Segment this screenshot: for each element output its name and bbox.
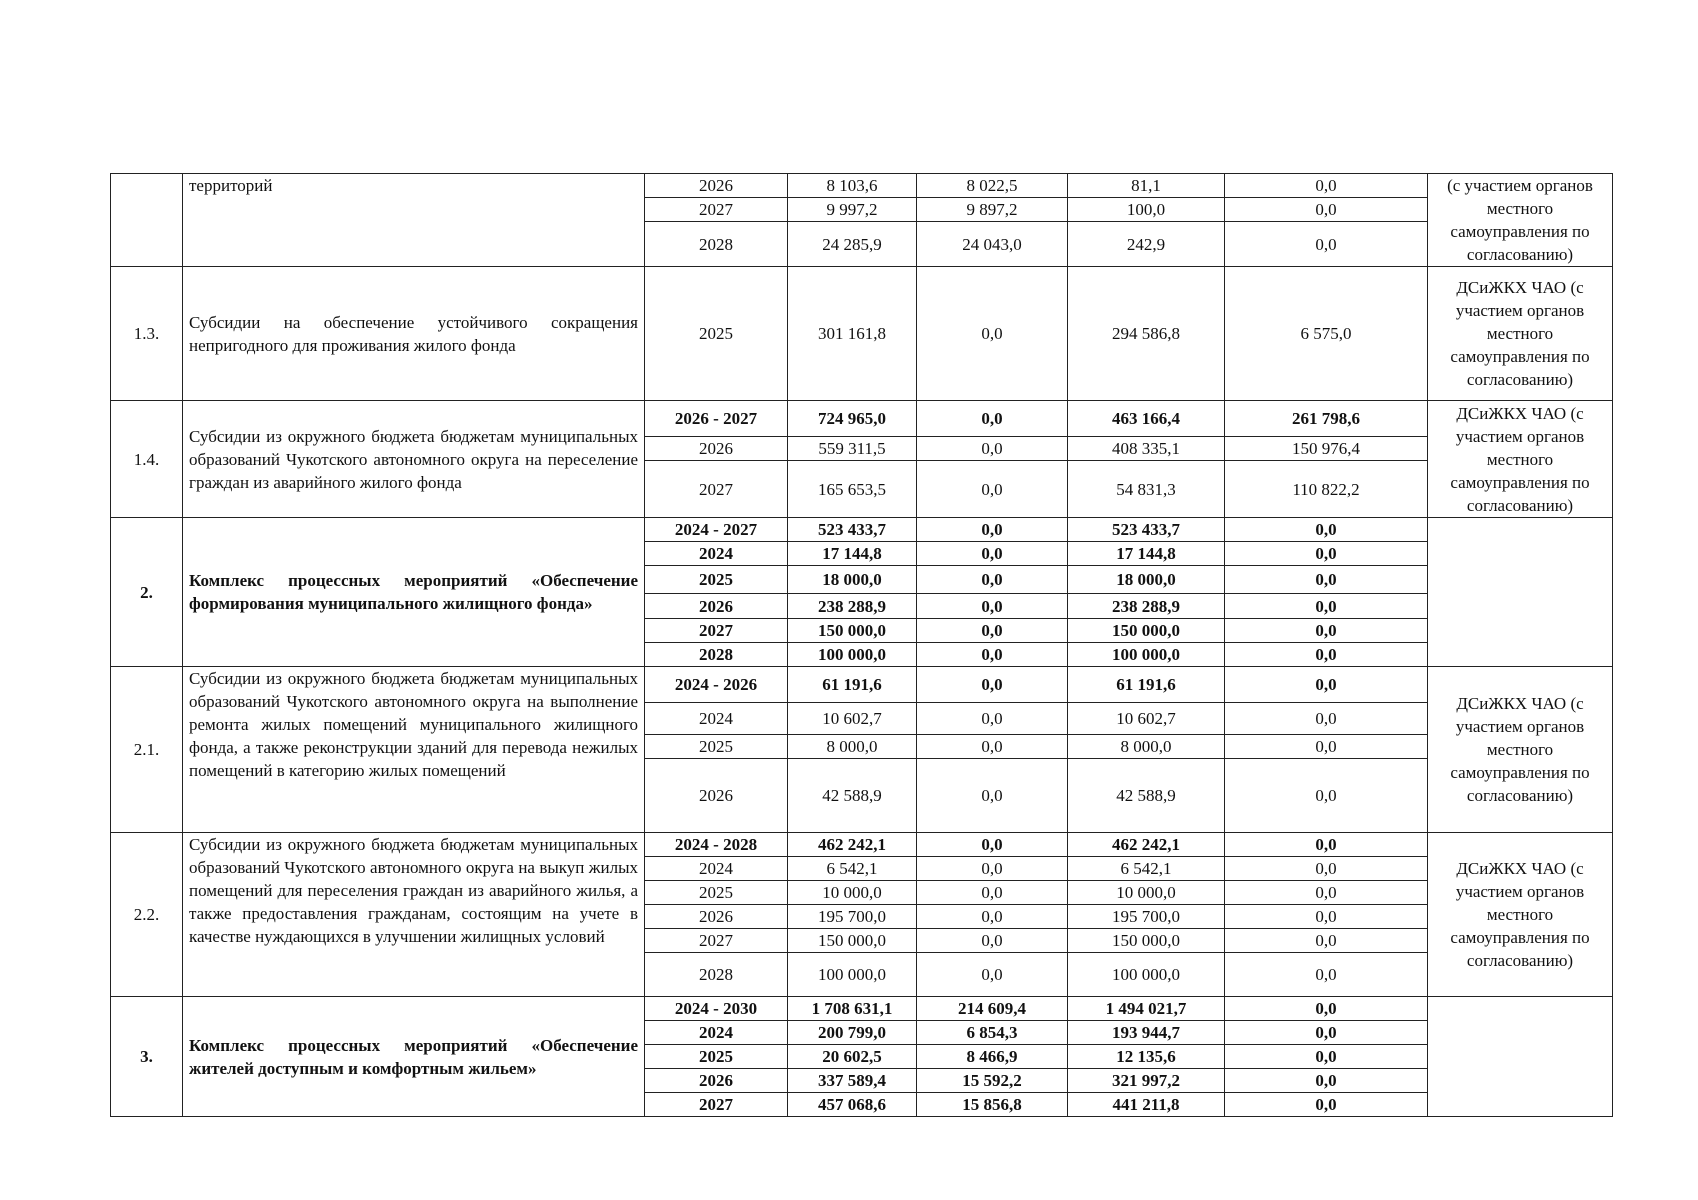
federal-budget-cell: 0,0 xyxy=(917,518,1068,542)
federal-budget-cell: 0,0 xyxy=(917,703,1068,735)
period-cell: 2027 xyxy=(645,198,788,222)
regional-budget-cell: 294 586,8 xyxy=(1068,267,1225,401)
table-row xyxy=(111,174,1613,198)
regional-budget-cell: 18 000,0 xyxy=(1068,566,1225,594)
table-row xyxy=(111,267,1613,401)
total-cell: 9 997,2 xyxy=(788,198,917,222)
total-cell: 301 161,8 xyxy=(788,267,917,401)
period-cell: 2024 - 2028 xyxy=(645,833,788,857)
period-cell: 2024 - 2027 xyxy=(645,518,788,542)
total-cell: 8 000,0 xyxy=(788,735,917,759)
total-cell: 24 285,9 xyxy=(788,222,917,267)
regional-budget-cell: 61 191,6 xyxy=(1068,667,1225,703)
period-cell: 2026 xyxy=(645,905,788,929)
local-budget-cell: 0,0 xyxy=(1225,703,1428,735)
total-cell: 462 242,1 xyxy=(788,833,917,857)
regional-budget-cell: 195 700,0 xyxy=(1068,905,1225,929)
regional-budget-cell: 10 602,7 xyxy=(1068,703,1225,735)
regional-budget-cell: 321 997,2 xyxy=(1068,1069,1225,1093)
measure-name-cell: Субсидии на обеспечение устойчивого сокращения непригодного для проживания жилого фонда xyxy=(183,267,645,401)
regional-budget-cell: 238 288,9 xyxy=(1068,594,1225,619)
table-row xyxy=(111,667,1613,703)
measure-name-cell: Комплекс процессных мероприятий «Обеспечение формирования муниципального жилищного фонда» xyxy=(183,518,645,667)
local-budget-cell: 0,0 xyxy=(1225,1093,1428,1117)
local-budget-cell: 0,0 xyxy=(1225,222,1428,267)
responsible-cell: ДСиЖКХ ЧАО (с участием органов местного самоуправления по согласованию) xyxy=(1428,667,1613,833)
period-cell: 2026 xyxy=(645,437,788,461)
total-cell: 8 103,6 xyxy=(788,174,917,198)
local-budget-cell: 0,0 xyxy=(1225,833,1428,857)
local-budget-cell: 110 822,2 xyxy=(1225,461,1428,518)
period-cell: 2024 xyxy=(645,857,788,881)
federal-budget-cell: 0,0 xyxy=(917,566,1068,594)
federal-budget-cell: 15 592,2 xyxy=(917,1069,1068,1093)
total-cell: 100 000,0 xyxy=(788,643,917,667)
total-cell: 457 068,6 xyxy=(788,1093,917,1117)
table-body xyxy=(111,174,1613,1117)
measure-name-cell: Субсидии из окружного бюджета бюджетам муниципальных образований Чукотского автономного округа на выполнение ремонта жилых помещений муниципального жилищного фонда, а также реконструкции зданий для перевода нежилых помещений в категорию жилых помещений xyxy=(183,667,645,833)
total-cell: 10 000,0 xyxy=(788,881,917,905)
local-budget-cell: 0,0 xyxy=(1225,518,1428,542)
regional-budget-cell: 1 494 021,7 xyxy=(1068,997,1225,1021)
period-cell: 2025 xyxy=(645,881,788,905)
local-budget-cell: 0,0 xyxy=(1225,1069,1428,1093)
local-budget-cell: 0,0 xyxy=(1225,619,1428,643)
regional-budget-cell: 150 000,0 xyxy=(1068,929,1225,953)
local-budget-cell: 0,0 xyxy=(1225,643,1428,667)
total-cell: 10 602,7 xyxy=(788,703,917,735)
federal-budget-cell: 0,0 xyxy=(917,643,1068,667)
total-cell: 17 144,8 xyxy=(788,542,917,566)
measure-name-cell: Комплекс процессных мероприятий «Обеспечение жителей доступным и комфортным жильем» xyxy=(183,997,645,1117)
period-cell: 2024 - 2030 xyxy=(645,997,788,1021)
total-cell: 238 288,9 xyxy=(788,594,917,619)
total-cell: 6 542,1 xyxy=(788,857,917,881)
regional-budget-cell: 100 000,0 xyxy=(1068,953,1225,997)
federal-budget-cell: 15 856,8 xyxy=(917,1093,1068,1117)
federal-budget-cell: 0,0 xyxy=(917,929,1068,953)
total-cell: 150 000,0 xyxy=(788,619,917,643)
local-budget-cell: 6 575,0 xyxy=(1225,267,1428,401)
total-cell: 150 000,0 xyxy=(788,929,917,953)
federal-budget-cell: 0,0 xyxy=(917,735,1068,759)
regional-budget-cell: 441 211,8 xyxy=(1068,1093,1225,1117)
local-budget-cell: 0,0 xyxy=(1225,759,1428,833)
federal-budget-cell: 8 466,9 xyxy=(917,1045,1068,1069)
measure-name-cell: Субсидии из окружного бюджета бюджетам муниципальных образований Чукотского автономного округа на выкуп жилых помещений для переселения граждан из аварийного жилья, а также предоставления гражданам, состоящим на учете в качестве нуждающихся в улучшении жилищных условий xyxy=(183,833,645,997)
total-cell: 724 965,0 xyxy=(788,401,917,437)
regional-budget-cell: 81,1 xyxy=(1068,174,1225,198)
total-cell: 200 799,0 xyxy=(788,1021,917,1045)
period-cell: 2026 xyxy=(645,174,788,198)
item-number-cell xyxy=(111,174,183,267)
period-cell: 2024 xyxy=(645,703,788,735)
local-budget-cell: 0,0 xyxy=(1225,1021,1428,1045)
period-cell: 2028 xyxy=(645,222,788,267)
local-budget-cell: 0,0 xyxy=(1225,566,1428,594)
local-budget-cell: 261 798,6 xyxy=(1225,401,1428,437)
regional-budget-cell: 8 000,0 xyxy=(1068,735,1225,759)
local-budget-cell: 0,0 xyxy=(1225,857,1428,881)
regional-budget-cell: 462 242,1 xyxy=(1068,833,1225,857)
responsible-cell: ДСиЖКХ ЧАО (с участием органов местного самоуправления по согласованию) xyxy=(1428,267,1613,401)
regional-budget-cell: 100 000,0 xyxy=(1068,643,1225,667)
period-cell: 2027 xyxy=(645,929,788,953)
item-number-cell: 2.1. xyxy=(111,667,183,833)
federal-budget-cell: 0,0 xyxy=(917,542,1068,566)
total-cell: 559 311,5 xyxy=(788,437,917,461)
federal-budget-cell: 0,0 xyxy=(917,619,1068,643)
budget-table xyxy=(110,173,1613,1117)
federal-budget-cell: 0,0 xyxy=(917,881,1068,905)
regional-budget-cell: 54 831,3 xyxy=(1068,461,1225,518)
federal-budget-cell: 0,0 xyxy=(917,594,1068,619)
period-cell: 2025 xyxy=(645,566,788,594)
period-cell: 2028 xyxy=(645,643,788,667)
responsible-cell xyxy=(1428,518,1613,667)
local-budget-cell: 0,0 xyxy=(1225,198,1428,222)
local-budget-cell: 0,0 xyxy=(1225,174,1428,198)
item-number-cell: 3. xyxy=(111,997,183,1117)
item-number-cell: 2.2. xyxy=(111,833,183,997)
item-number-cell: 2. xyxy=(111,518,183,667)
period-cell: 2024 xyxy=(645,542,788,566)
federal-budget-cell: 8 022,5 xyxy=(917,174,1068,198)
regional-budget-cell: 523 433,7 xyxy=(1068,518,1225,542)
table-row xyxy=(111,997,1613,1021)
local-budget-cell: 0,0 xyxy=(1225,542,1428,566)
table-row xyxy=(111,518,1613,542)
total-cell: 195 700,0 xyxy=(788,905,917,929)
period-cell: 2025 xyxy=(645,1045,788,1069)
item-number-cell: 1.3. xyxy=(111,267,183,401)
regional-budget-cell: 193 944,7 xyxy=(1068,1021,1225,1045)
measure-name-cell: территорий xyxy=(183,174,645,267)
period-cell: 2027 xyxy=(645,461,788,518)
responsible-cell: ДСиЖКХ ЧАО (с участием органов местного самоуправления по согласованию) xyxy=(1428,833,1613,997)
local-budget-cell: 0,0 xyxy=(1225,881,1428,905)
item-number-cell: 1.4. xyxy=(111,401,183,518)
local-budget-cell: 0,0 xyxy=(1225,905,1428,929)
total-cell: 1 708 631,1 xyxy=(788,997,917,1021)
period-cell: 2027 xyxy=(645,619,788,643)
regional-budget-cell: 17 144,8 xyxy=(1068,542,1225,566)
period-cell: 2024 xyxy=(645,1021,788,1045)
total-cell: 100 000,0 xyxy=(788,953,917,997)
regional-budget-cell: 12 135,6 xyxy=(1068,1045,1225,1069)
federal-budget-cell: 0,0 xyxy=(917,401,1068,437)
regional-budget-cell: 42 588,9 xyxy=(1068,759,1225,833)
local-budget-cell: 0,0 xyxy=(1225,997,1428,1021)
period-cell: 2026 - 2027 xyxy=(645,401,788,437)
period-cell: 2026 xyxy=(645,594,788,619)
local-budget-cell: 0,0 xyxy=(1225,594,1428,619)
regional-budget-cell: 463 166,4 xyxy=(1068,401,1225,437)
local-budget-cell: 0,0 xyxy=(1225,953,1428,997)
federal-budget-cell: 6 854,3 xyxy=(917,1021,1068,1045)
regional-budget-cell: 10 000,0 xyxy=(1068,881,1225,905)
federal-budget-cell: 9 897,2 xyxy=(917,198,1068,222)
period-cell: 2024 - 2026 xyxy=(645,667,788,703)
regional-budget-cell: 100,0 xyxy=(1068,198,1225,222)
period-cell: 2028 xyxy=(645,953,788,997)
total-cell: 20 602,5 xyxy=(788,1045,917,1069)
total-cell: 337 589,4 xyxy=(788,1069,917,1093)
period-cell: 2025 xyxy=(645,267,788,401)
federal-budget-cell: 0,0 xyxy=(917,953,1068,997)
federal-budget-cell: 0,0 xyxy=(917,759,1068,833)
total-cell: 42 588,9 xyxy=(788,759,917,833)
federal-budget-cell: 24 043,0 xyxy=(917,222,1068,267)
local-budget-cell: 0,0 xyxy=(1225,1045,1428,1069)
federal-budget-cell: 0,0 xyxy=(917,667,1068,703)
federal-budget-cell: 0,0 xyxy=(917,437,1068,461)
responsible-cell: ДСиЖКХ ЧАО (с участием органов местного самоуправления по согласованию) xyxy=(1428,401,1613,518)
period-cell: 2026 xyxy=(645,1069,788,1093)
local-budget-cell: 0,0 xyxy=(1225,735,1428,759)
period-cell: 2026 xyxy=(645,759,788,833)
period-cell: 2027 xyxy=(645,1093,788,1117)
federal-budget-cell: 0,0 xyxy=(917,857,1068,881)
period-cell: 2025 xyxy=(645,735,788,759)
local-budget-cell: 150 976,4 xyxy=(1225,437,1428,461)
federal-budget-cell: 0,0 xyxy=(917,905,1068,929)
federal-budget-cell: 214 609,4 xyxy=(917,997,1068,1021)
local-budget-cell: 0,0 xyxy=(1225,667,1428,703)
regional-budget-cell: 242,9 xyxy=(1068,222,1225,267)
table-row xyxy=(111,401,1613,437)
federal-budget-cell: 0,0 xyxy=(917,267,1068,401)
regional-budget-cell: 408 335,1 xyxy=(1068,437,1225,461)
regional-budget-cell: 6 542,1 xyxy=(1068,857,1225,881)
measure-name-cell: Субсидии из окружного бюджета бюджетам муниципальных образований Чукотского автономного округа на переселение граждан из аварийного жилого фонда xyxy=(183,401,645,518)
responsible-cell: (с участием органов местного самоуправления по согласованию) xyxy=(1428,174,1613,267)
total-cell: 165 653,5 xyxy=(788,461,917,518)
total-cell: 61 191,6 xyxy=(788,667,917,703)
total-cell: 523 433,7 xyxy=(788,518,917,542)
federal-budget-cell: 0,0 xyxy=(917,461,1068,518)
local-budget-cell: 0,0 xyxy=(1225,929,1428,953)
table-row xyxy=(111,833,1613,857)
federal-budget-cell: 0,0 xyxy=(917,833,1068,857)
regional-budget-cell: 150 000,0 xyxy=(1068,619,1225,643)
responsible-cell xyxy=(1428,997,1613,1117)
total-cell: 18 000,0 xyxy=(788,566,917,594)
